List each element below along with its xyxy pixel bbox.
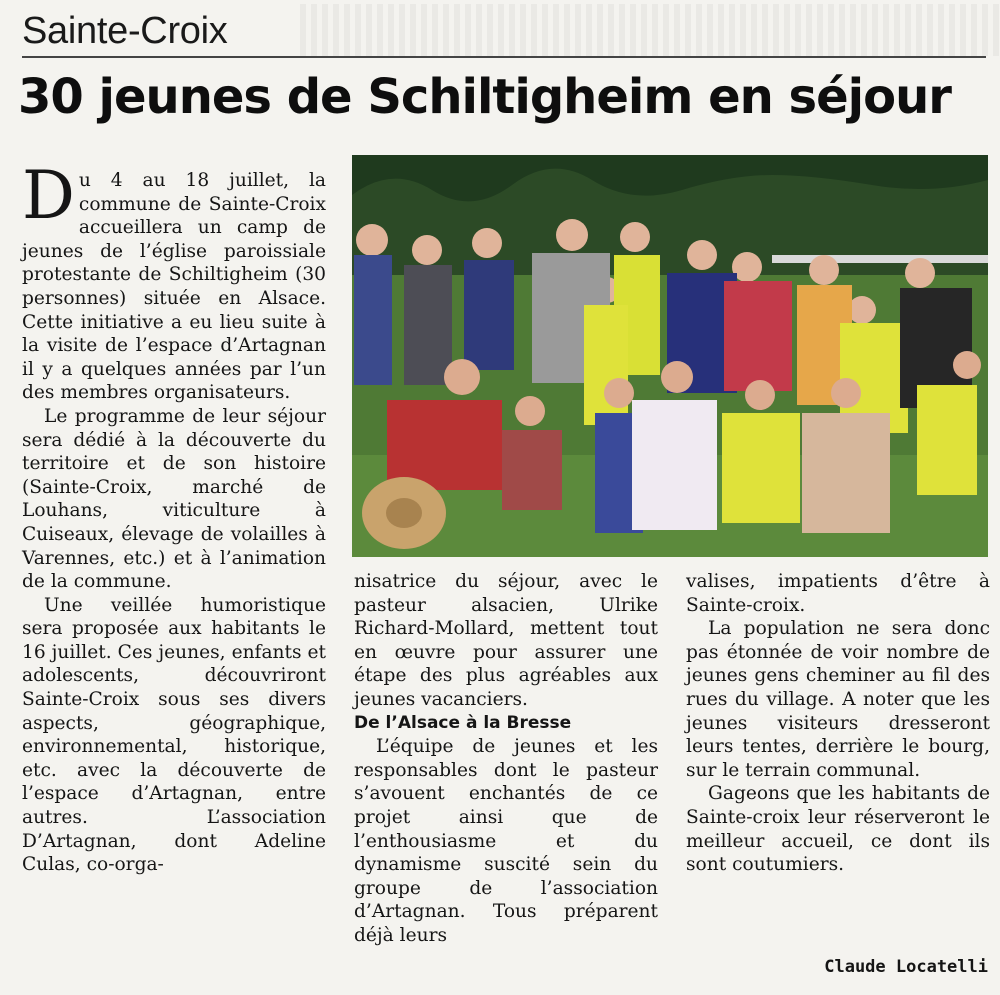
- article-column-3: [686, 570, 990, 877]
- article-headline: 30 jeunes de Schiltigheim en séjour: [18, 69, 951, 125]
- paragraph-8: Gageons que les habitants de Sainte-croix leur réserveront le meilleur accueil, ce dont ils sont coutumiers.: [686, 783, 990, 876]
- group-photo: [352, 155, 988, 557]
- paragraph-3: Une veillée humoristique sera proposée aux habitants le 16 juillet. Ces jeunes, enfants et adolescents, découvriront Sainte-Croix sous ses divers aspects, géographique, environnemental, historique, etc. avec la découverte de l’espace d’Artagnan, entre autres. L’association D’Artagnan, dont Adeline Culas, co-orga-: [22, 594, 326, 876]
- paragraph-6: valises, impatients d’être à Sainte-croix.: [686, 571, 990, 616]
- article-column-2: [354, 570, 658, 948]
- paragraph-2: Le programme de leur séjour sera dédié à la découverte du territoire et de son histoire (Sainte-Croix, marché de Louhans, viticulture à Cuiseaux, élevage de volailles à Varennes, etc.) et à l’animation de la commune.: [22, 405, 326, 593]
- section-subhead: De l’Alsace à la Bresse: [354, 712, 572, 733]
- drop-cap: D: [22, 157, 75, 234]
- paragraph-7: La population ne sera donc pas étonnée de voir nombre de jeunes gens cheminer au fil des rues du village. A noter que les jeunes visiteurs dresseront leurs tentes, derrière le bourg, sur le terrain communal.: [686, 618, 990, 781]
- paragraph-1-text: u 4 au 18 juillet, la commune de Sainte-Croix accueillera un camp de jeunes de l’église paroissiale protestante de Schiltigheim (30 personnes) située en Alsace. Cette initiative a eu lieu suite à la visite de l’espace d’Artagnan il y a quelques années par l’un des membres organisateurs.: [22, 170, 326, 404]
- paragraph-1: [22, 157, 326, 405]
- paragraph-4: nisatrice du séjour, avec le pasteur alsacien, Ulrike Richard-Mollard, mettent tout en œuvre pour assurer une étape des plus agréables aux jeunes vacanciers.: [354, 571, 658, 710]
- author-byline: Claude Locatelli: [824, 957, 988, 977]
- group-photo-illustration: [352, 155, 988, 557]
- article-column-1: [22, 157, 326, 877]
- kicker-rule: [22, 56, 986, 58]
- adjacent-article-bleed: [300, 4, 1000, 56]
- paragraph-5: L’équipe de jeunes et les responsables dont le pasteur s’avouent enchantés de ce projet ainsi que de l’enthousiasme et du dynamisme suscité sein du groupe de l’association d’Artagnan. Tous préparent déjà leurs: [354, 736, 658, 946]
- location-kicker: Sainte-Croix: [22, 10, 228, 52]
